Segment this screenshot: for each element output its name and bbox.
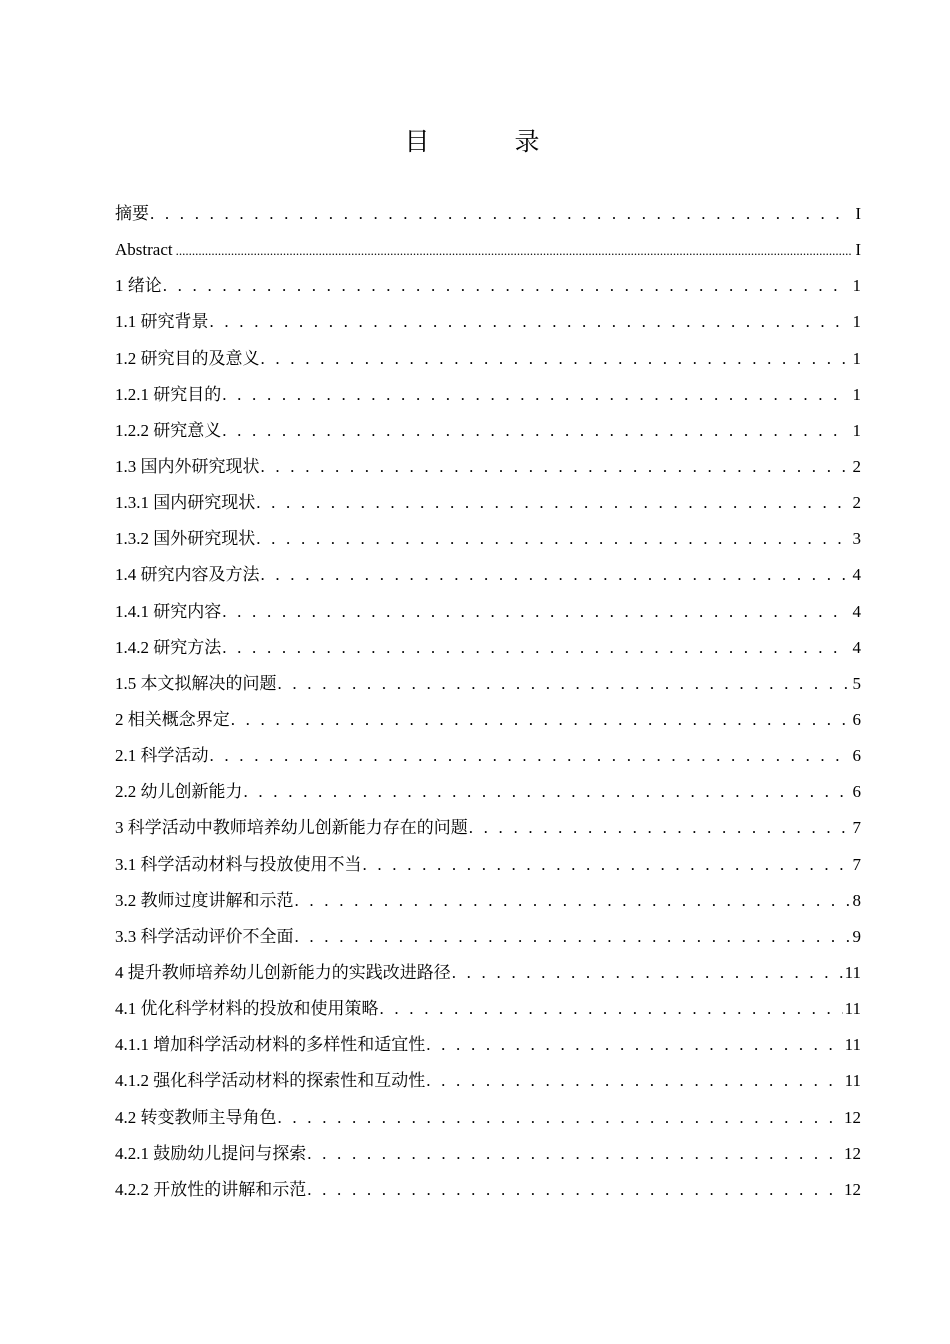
toc-entry[interactable] [115,1136,861,1172]
toc-entry[interactable] [115,232,861,268]
dot-leader [426,1027,842,1063]
dot-leader [210,738,850,774]
toc-entry-page: 6 [852,746,861,766]
toc-entry-page: 12 [844,1179,861,1199]
toc-entry-page: 7 [852,818,861,838]
toc-entry-label: 4.2.1 鼓励幼儿提问与探索 [115,1143,307,1163]
toc-entry-label: 3.3 科学活动评价不全面 [115,926,294,946]
dot-leader [278,666,850,702]
toc-entry[interactable] [115,666,861,702]
dot-leader [150,196,849,232]
toc-entry-label: 1.2.2 研究意义 [115,420,222,440]
dot-leader [295,883,850,919]
toc-entry-page: 11 [844,999,861,1019]
toc-entry[interactable] [115,1063,861,1099]
toc-entry-page: I [855,204,861,223]
toc-entry[interactable] [115,521,861,557]
toc-entry-label: Abstract [115,240,173,260]
dot-leader [380,991,843,1027]
toc-entry-label: 1.4.2 研究方法 [115,637,222,657]
toc-entry-label: 摘要 [115,204,149,223]
dot-leader [176,232,851,268]
toc-entry[interactable] [115,738,861,774]
dot-leader [163,268,849,304]
toc-entry-page: 3 [852,529,861,549]
dot-leader [307,1136,842,1172]
dot-leader [210,304,850,340]
toc-entry-label: 2 相关概念界定 [115,709,230,729]
toc-entry-page: 6 [852,709,861,729]
toc-entry-page: 1 [852,276,861,296]
toc-entry[interactable] [115,883,861,919]
dot-leader [256,485,849,521]
toc-entry[interactable] [115,1027,861,1063]
toc-entry[interactable] [115,810,861,846]
toc-entry-label: 4 提升教师培养幼儿创新能力的实践改进路径 [115,962,451,982]
toc-entry[interactable] [115,557,861,593]
dot-leader [231,702,849,738]
toc-entry-page: 7 [852,854,861,874]
toc-entry-label: 3 科学活动中教师培养幼儿创新能力存在的问题 [115,818,468,838]
toc-entry-page: 4 [852,601,861,621]
toc-entry-page: 12 [844,1107,861,1127]
toc-entry[interactable] [115,304,861,340]
toc-entry-label: 1.3 国内外研究现状 [115,456,260,476]
toc-entry-page: 11 [844,1071,861,1091]
toc-entry-page: 5 [852,673,861,693]
toc-entry-label: 1 绪论 [115,276,162,296]
dot-leader [261,557,850,593]
toc-entry-label: 1.5 本文拟解决的问题 [115,673,277,693]
toc-entry-label: 4.1.1 增加科学活动材料的多样性和适宜性 [115,1035,426,1055]
toc-entry-label: 2.1 科学活动 [115,746,209,766]
toc-entry-page: 1 [852,384,861,404]
toc-entry[interactable] [115,413,861,449]
toc-entry[interactable] [115,377,861,413]
toc-entry[interactable] [115,847,861,883]
toc-entry-label: 2.2 幼儿创新能力 [115,782,243,802]
dot-leader [222,377,849,413]
toc-entry-label: 1.2.1 研究目的 [115,384,222,404]
toc-entry-page: 9 [852,926,861,946]
toc-entry[interactable] [115,485,861,521]
toc-entry[interactable] [115,594,861,630]
toc-entry-label: 1.4.1 研究内容 [115,601,222,621]
toc-entry-label: 1.4 研究内容及方法 [115,565,260,585]
toc-entry-page: 4 [852,637,861,657]
toc-entry-label: 1.2 研究目的及意义 [115,348,260,368]
dot-leader [469,810,849,846]
dot-leader [278,1100,843,1136]
toc-entry[interactable] [115,955,861,991]
toc-entry-page: 6 [852,782,861,802]
toc-entry-page: 2 [852,493,861,513]
toc-entry[interactable] [115,268,861,304]
toc-entry-label: 3.1 科学活动材料与投放使用不当 [115,854,362,874]
toc-entry[interactable] [115,1172,861,1208]
toc-entry-label: 4.1 优化科学材料的投放和使用策略 [115,999,379,1019]
toc-entry-label: 3.2 教师过度讲解和示范 [115,890,294,910]
dot-leader [363,847,850,883]
dot-leader [307,1172,842,1208]
page-title: 目 录 [404,127,570,156]
toc-entry[interactable] [115,630,861,666]
toc-entry[interactable] [115,991,861,1027]
toc-entry-page: 1 [852,420,861,440]
toc-entry-page: 2 [852,456,861,476]
toc-entry-page: 11 [844,962,861,982]
dot-leader [222,630,849,666]
dot-leader [222,594,849,630]
toc-entry-page: 1 [852,348,861,368]
toc-entry[interactable] [115,1100,861,1136]
toc-entry-page: 1 [852,312,861,332]
dot-leader [452,955,843,991]
dot-leader [244,774,850,810]
dot-leader [295,919,850,955]
toc-entry-page: 12 [844,1143,861,1163]
toc-entry-label: 4.2.2 开放性的讲解和示范 [115,1179,307,1199]
toc-entry[interactable] [115,919,861,955]
toc-entry[interactable] [115,702,861,738]
toc-entry[interactable] [115,196,861,232]
dot-leader [222,413,849,449]
toc-entry-page: I [855,240,861,260]
toc-entry-page: 11 [844,1035,861,1055]
toc-entry[interactable] [115,449,861,485]
toc-entry-page: 4 [852,565,861,585]
toc-list [115,196,861,1208]
dot-leader [256,521,849,557]
toc-entry-label: 4.1.2 强化科学活动材料的探索性和互动性 [115,1071,426,1091]
dot-leader [261,449,850,485]
toc-entry-label: 4.2 转变教师主导角色 [115,1107,277,1127]
toc-entry-label: 1.1 研究背景 [115,312,209,332]
dot-leader [261,341,850,377]
toc-entry-page: 8 [852,890,861,910]
toc-entry[interactable] [115,341,861,377]
toc-entry-label: 1.3.1 国内研究现状 [115,493,256,513]
dot-leader [426,1063,842,1099]
toc-entry-label: 1.3.2 国外研究现状 [115,529,256,549]
toc-entry[interactable] [115,774,861,810]
